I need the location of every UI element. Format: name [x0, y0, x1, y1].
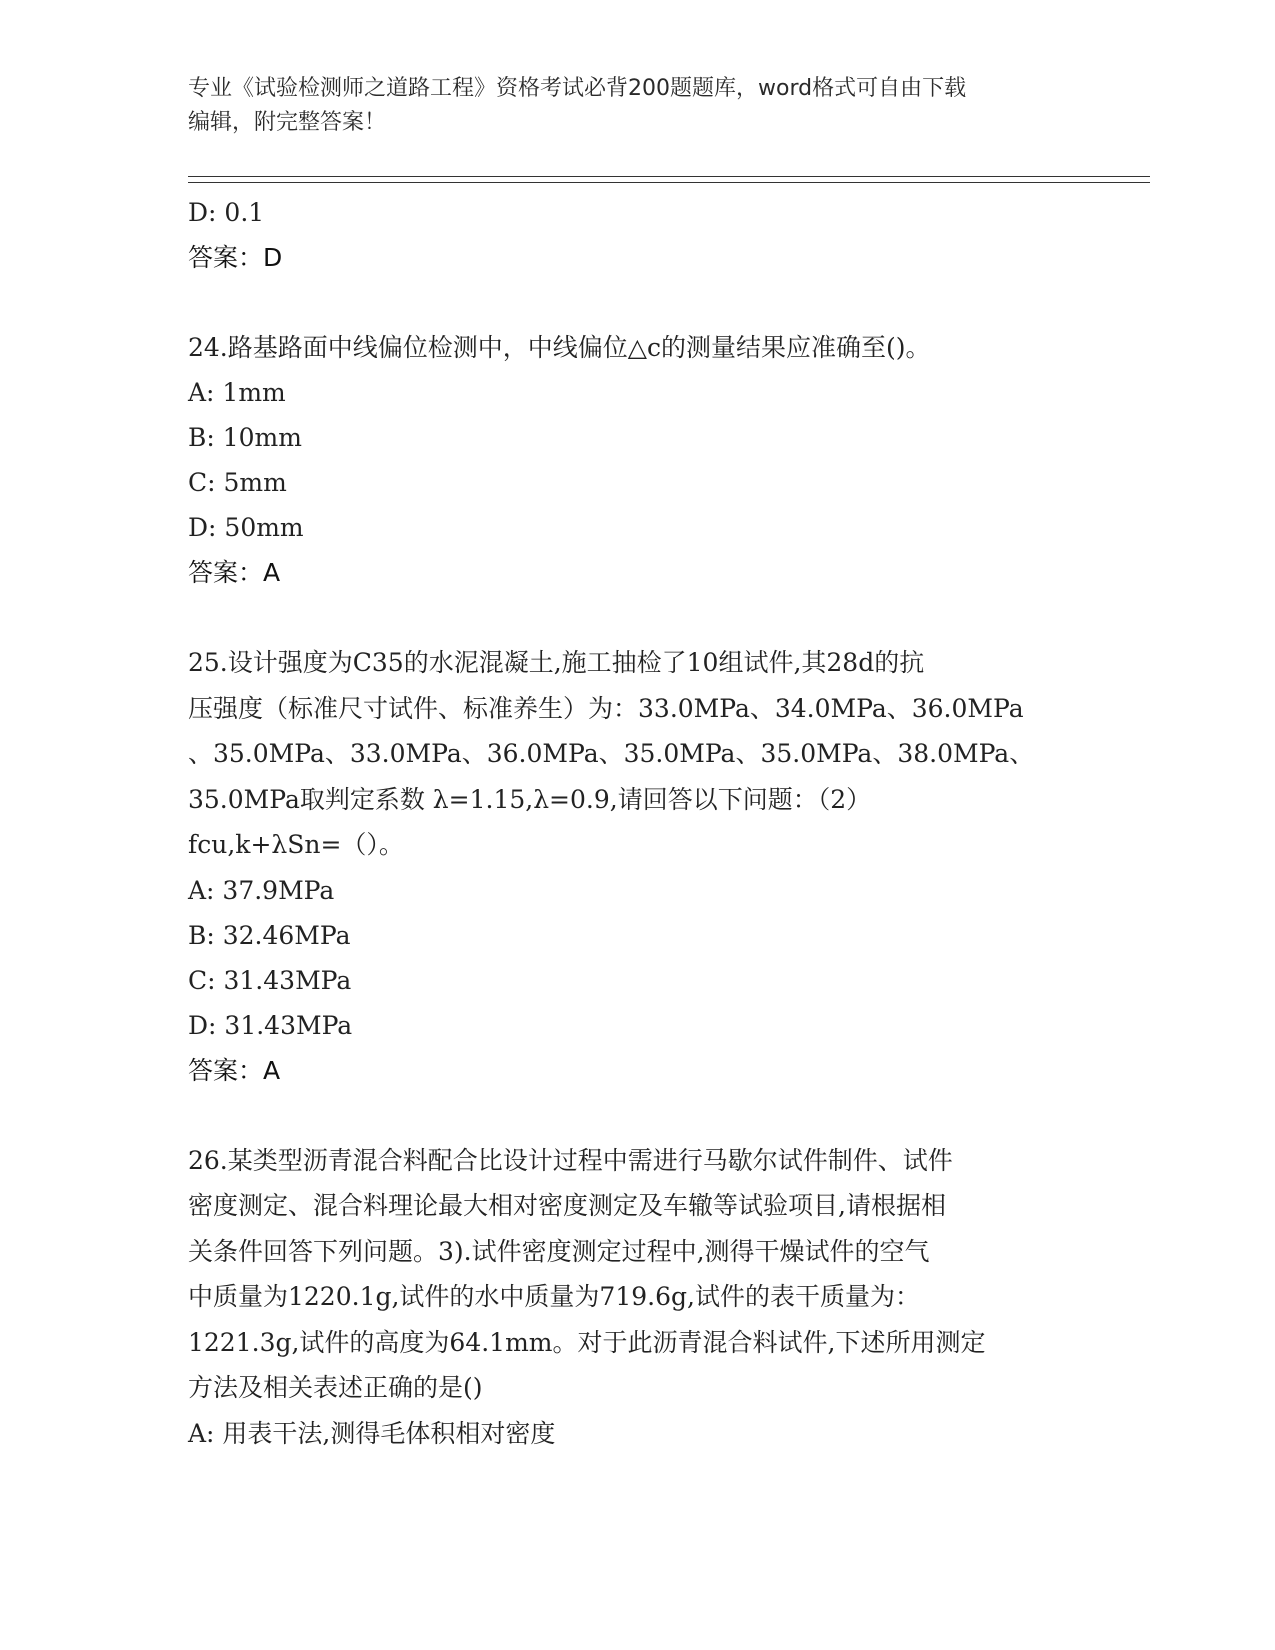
question-stem-line: 1221.3g,试件的高度为64.1mm。对于此沥青混合料试件,下述所用测定 [188, 1327, 986, 1357]
option-b: B: 32.46MPa [188, 920, 351, 950]
option-a: A: 1mm [188, 378, 286, 407]
header-title-line-2: 编辑，附完整答案！ [188, 110, 387, 135]
question-stem-line: 关条件回答下列问题。3).试件密度测定过程中,测得干燥试件的空气 [188, 1236, 930, 1266]
question-stem-line: 中质量为1220.1g,试件的水中质量为719.6g,试件的表干质量为： [188, 1282, 920, 1311]
option-b: B: 10mm [188, 423, 302, 452]
question-26 [188, 1138, 1088, 1456]
question-stem-line: 方法及相关表述正确的是() [188, 1373, 483, 1402]
question-24 [188, 325, 1088, 595]
question-stem-line: 26.某类型沥青混合料配合比设计过程中需进行马歇尔试件制件、试件 [188, 1145, 953, 1175]
answer: 答案：D [188, 243, 283, 272]
question-list [188, 190, 1088, 1456]
header-title-line-1: 专业《试验检测师之道路工程》资格考试必背200题题库，word格式可自由下载 [188, 76, 967, 101]
question-23 [188, 190, 1088, 280]
header-divider-top [188, 176, 1150, 177]
question-25 [188, 640, 1088, 1093]
question-stem-line: 密度测定、混合料理论最大相对密度测定及车辙等试验项目,请根据相 [188, 1191, 946, 1220]
option-c: C: 5mm [188, 468, 287, 497]
question-stem-line: 压强度（标准尺寸试件、标准养生）为：33.0MPa、34.0MPa、36.0MPa [188, 693, 1024, 723]
option-d: D: 31.43MPa [188, 1010, 353, 1040]
option-c: C: 31.43MPa [188, 965, 352, 995]
question-stem-line: fcu,k+λSn=（）。 [188, 830, 404, 859]
question-stem-line: 、35.0MPa、33.0MPa、36.0MPa、35.0MPa、35.0MPa、38.0MPa、 [188, 739, 1035, 768]
option-a: A: 37.9MPa [188, 875, 335, 905]
page-header [188, 72, 1088, 140]
question-stem: 24.路基路面中线偏位检测中，中线偏位△c的测量结果应准确至()。 [188, 333, 931, 362]
option-d: D: 0.1 [188, 198, 265, 227]
question-stem-line: 25.设计强度为C35的水泥混凝土,施工抽检了10组试件,其28d的抗 [188, 648, 925, 677]
header-divider-bottom [188, 182, 1150, 183]
answer: 答案：A [188, 558, 281, 587]
answer: 答案：A [188, 1055, 281, 1085]
question-stem-line: 35.0MPa取判定系数 λ=1.15,λ=0.9,请回答以下问题：（2） [188, 784, 872, 814]
option-a: A: 用表干法,测得毛体积相对密度 [188, 1418, 556, 1448]
option-d: D: 50mm [188, 513, 304, 542]
